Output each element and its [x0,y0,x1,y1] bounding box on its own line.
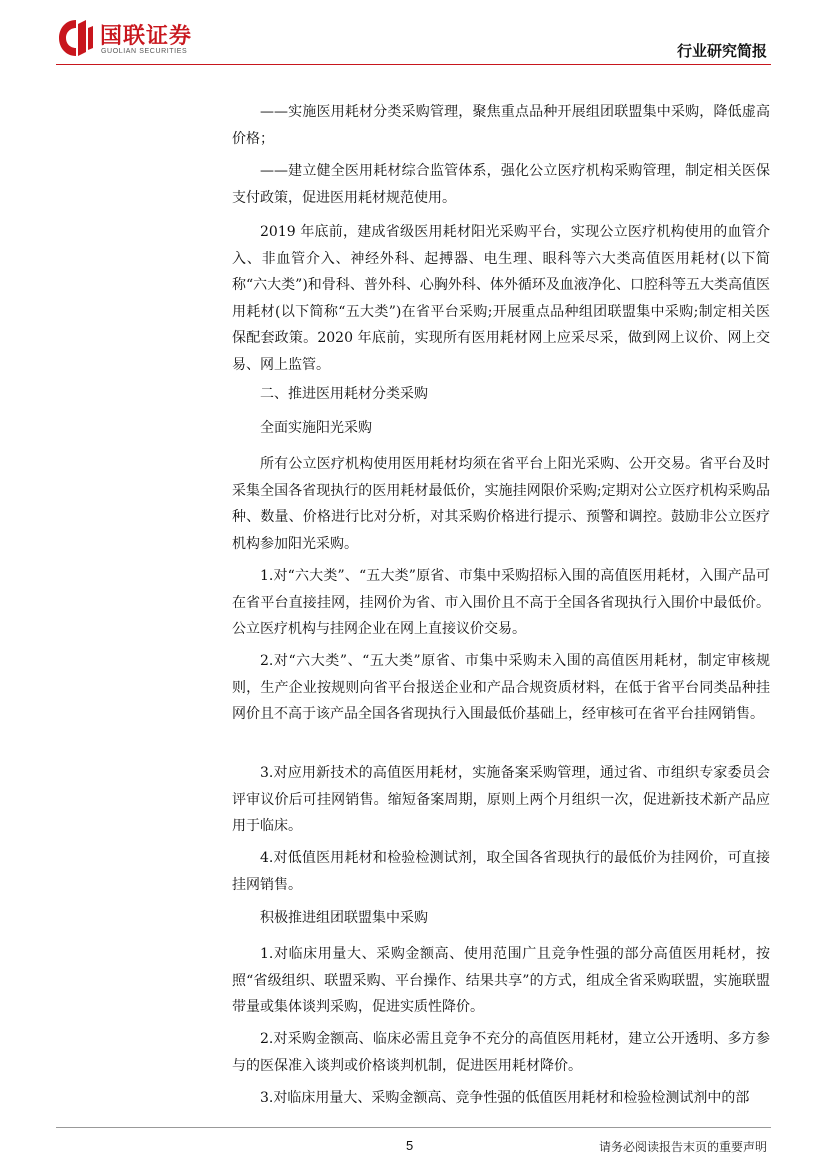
footer-divider [56,1127,771,1128]
paragraph-alliance-2: 2.对采购金额高、临床必需且竞争不充分的高值医用耗材，建立公开透明、多方参与的医保准入谈判或价格谈判机制，促进医用耗材降价。 [232,1031,770,1074]
guolian-logo-icon [56,18,96,58]
paragraph-sunshine-procurement: 所有公立医疗机构使用医用耗材均须在省平台上阳光采购、公开交易。省平台及时采集全国各省现执行的医用耗材最低价，实施挂网限价采购;定期对公立医疗机构采购品种、数量、价格进行比对分析，对其采购价格进行提示、预警和调控。鼓励非公立医疗机构参加阳光采购。 [232,456,770,552]
paragraph-bullet-2: ——建立健全医用耗材综合监管体系，强化公立医疗机构采购管理，制定相关医保支付政策，促进医用耗材规范使用。 [232,163,770,206]
logo-english-name: GUOLIAN SECURITIES [101,48,188,55]
company-logo [56,18,216,58]
footer-disclaimer: 请务必阅读报告末页的重要声明 [598,1140,767,1154]
paragraph-alliance-3: 3.对临床用量大、采购金额高、竞争性强的低值医用耗材和检验检测试剂中的部 [260,1090,750,1106]
section-heading-2: 二、推进医用耗材分类采购 [260,386,428,402]
logo-chinese-name: 国联证券 [100,24,193,49]
page-header [0,0,827,70]
paragraph-alliance-1: 1.对临床用量大、采购金额高、使用范围广且竞争性强的部分高值医用耗材，按照“省级组织、联盟采购、平台操作、结果共享”的方式，组成全省采购联盟，实施联盟带量或集体谈判采购，促进实质性降价。 [232,946,770,1015]
header-divider [56,64,771,65]
page-number: 5 [406,1138,414,1153]
paragraph-item-3: 3.对应用新技术的高值医用耗材，实施备案采购管理，通过省、市组织专家委员会评审议价后可挂网销售。缩短备案周期，原则上两个月组织一次，促进新技术新产品应用于临床。 [232,765,770,834]
paragraph-timeline: 2019 年底前，建成省级医用耗材阳光采购平台，实现公立医疗机构使用的血管介入、非血管介入、神经外科、起搏器、电生理、眼科等六大类高值医用耗材(以下简称“六大类”)和骨科、普外科、心胸外科、体外循环及血液净化、口腔科等五大类高值医用耗材(以下简称“五大类”)在省平台采购;开展重点品种组团联盟集中采购;制定相关医保配套政策。2020 年底前，实现所有医用耗材网上应采尽采，做到网上议价、网上交易、网上监管。 [232,224,770,373]
subheading-sunshine-procurement: 全面实施阳光采购 [260,420,372,436]
report-type-label: 行业研究简报 [676,42,767,60]
paragraph-item-2: 2.对“六大类”、“五大类”原省、市集中采购未入围的高值医用耗材，制定审核规则，生产企业按规则向省平台报送企业和产品合规资质材料，在低于省平台同类品种挂网价且不高于该产品全国各省现执行入围最低价基础上，经审核可在省平台挂网销售。 [232,653,770,722]
paragraph-item-4: 4.对低值医用耗材和检验检测试剂，取全国各省现执行的最低价为挂网价，可直接挂网销售。 [232,850,770,893]
paragraph-item-1: 1.对“六大类”、“五大类”原省、市集中采购招标入围的高值医用耗材，入围产品可在省平台直接挂网，挂网价为省、市入围价且不高于全国各省现执行入围价中最低价。公立医疗机构与挂网企业在网上直接议价交易。 [232,568,770,637]
paragraph-bullet-1: ——实施医用耗材分类采购管理，聚焦重点品种开展组团联盟集中采购，降低虚高价格； [232,104,770,147]
subheading-alliance-procurement: 积极推进组团联盟集中采购 [260,910,428,926]
